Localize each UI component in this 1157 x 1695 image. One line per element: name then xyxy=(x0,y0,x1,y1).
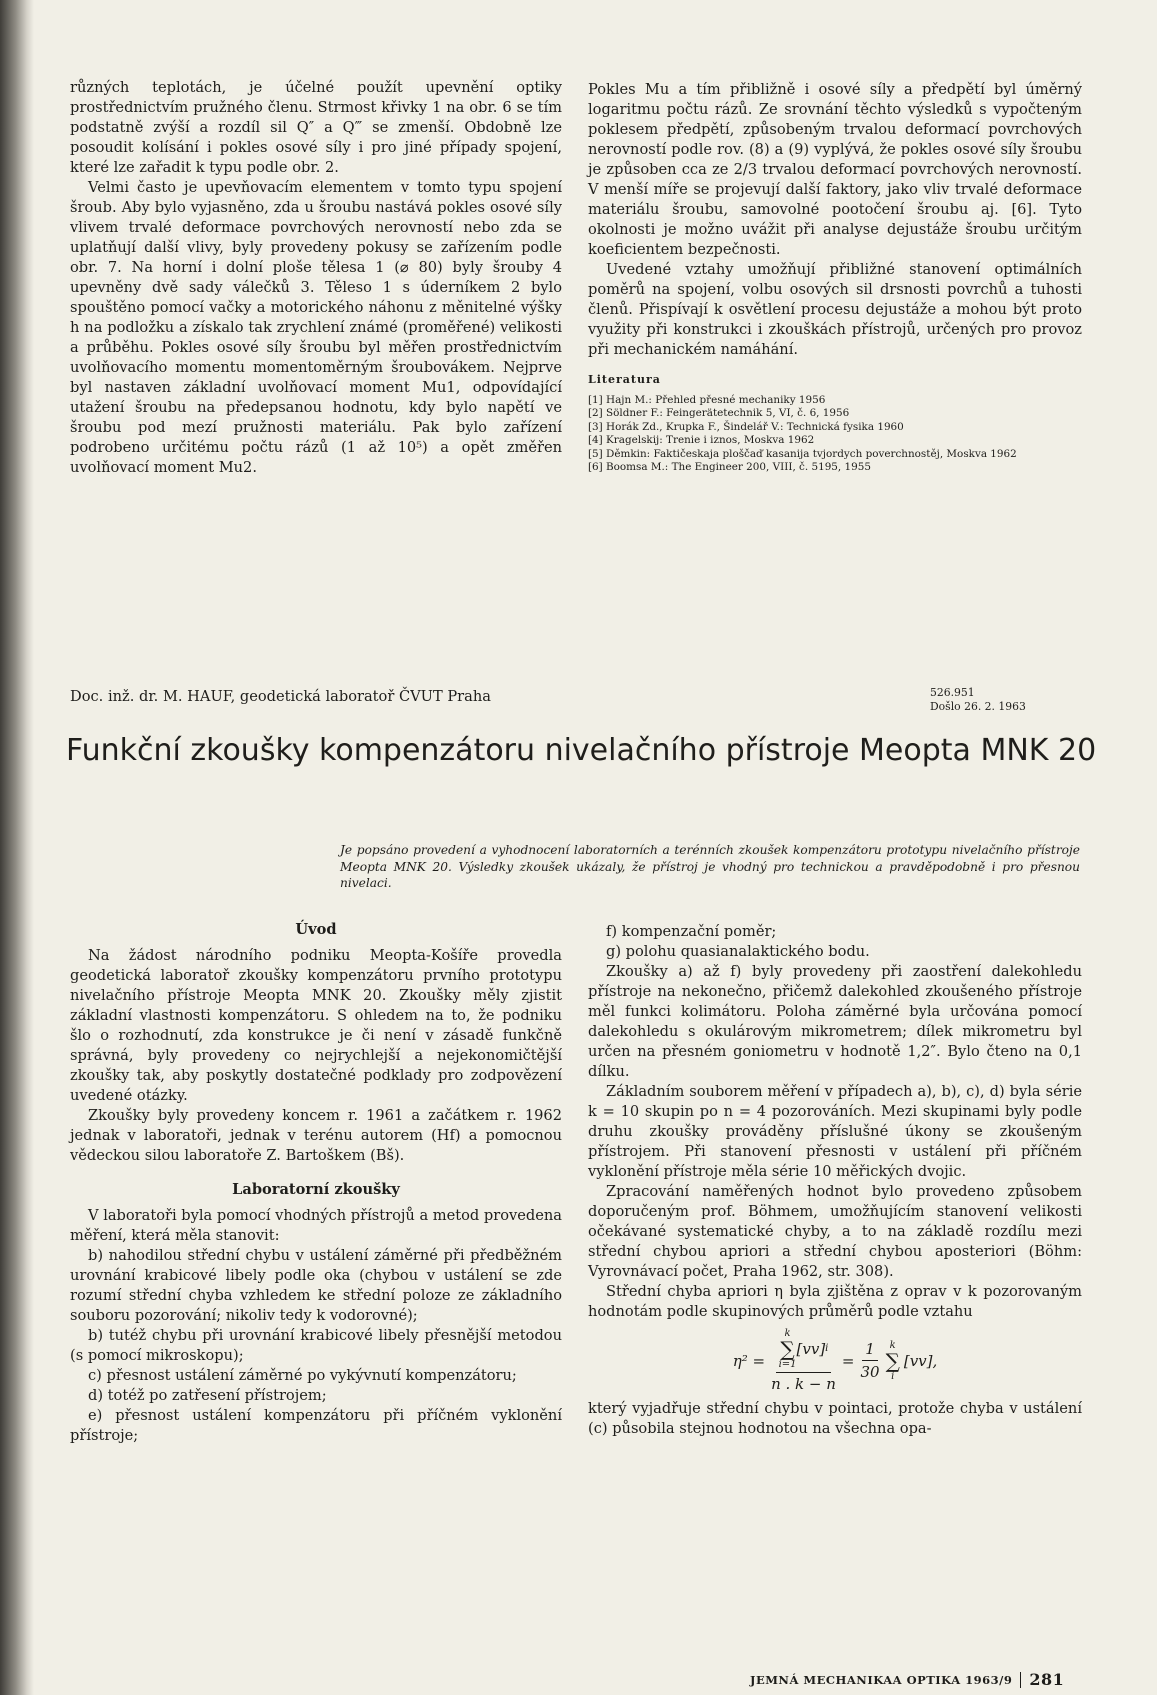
article-left-column xyxy=(70,920,562,1446)
paragraph: Uvedené vztahy umožňují přibližné stanovení optimálních poměrů na spojení, volbu osových sil drsnosti povrchů a tuhosti členů. Přispívají k osvětlení procesu dejustáže a mohou být proto využity při konstrukci i zkouškách přístrojů, určených pro provoz při mechanickém namáhání. xyxy=(588,261,1082,358)
article-meta xyxy=(930,686,1080,714)
article-title: Funkční zkoušky kompenzátoru nivelačního přístroje Meopta MNK 20 xyxy=(66,733,1097,768)
paragraph: Na žádost národního podniku Meopta-Košíře provedla geodetická laboratoř zkoušky kompenzátoru prvního prototypu nivelačního přístroje Meopta MNK 20. Zkoušky měly zjistit základní vlastnosti kompenzátoru. S ohledem na to, že podniku šlo o rozhodnutí, zda konstrukce je či není v zásadě funkčně správná, byly provedeny co nejrychlejší a nejekonomičtější zkoušky tak, aby poskytly dostatečné podklady pro zodpovězení uvedené otázky. xyxy=(70,947,562,1104)
paragraph: který vyjadřuje střední chybu v pointaci, protože chyba v ustálení (c) působila stejnou hodnotou na všechna opa- xyxy=(588,1400,1082,1437)
reference-item: [1] Hajn M.: Přehled přesné mechaniky 1956 xyxy=(588,394,826,406)
list-item: b) nahodilou střední chybu v ustálení záměrné při předběžném urovnání krabicové libely podle oka (chybou v ustálení se zde rozumí střední chyba vzhledem ke střední poloze ze základního souboru pozorování; nikoliv tedy k vodorovné); xyxy=(70,1247,562,1324)
reference-item: [3] Horák Zd., Krupka F., Šindelář V.: Technická fysika 1960 xyxy=(588,420,904,433)
reference-item: [5] Děmkin: Faktičeskaja ploščaď kasanija tvjordych poverchnostěj, Moskva 1962 xyxy=(588,447,1017,460)
list-item: e) přesnost ustálení kompenzátoru při příčném vyklonění přístroje; xyxy=(70,1407,562,1444)
reference-item: [6] Boomsa M.: The Engineer 200, VIII, č. 5195, 1955 xyxy=(588,461,871,474)
list-item: b) tutéž chybu při urovnání krabicové libely přesnější metodou (s pomocí mikroskopu); xyxy=(70,1327,562,1364)
paragraph: Velmi často je upevňovacím elementem v tomto typu spojení šroub. Aby bylo vyjasněno, zda u šroubu nastává pokles osové síly vlivem trvalé deformace povrchových nerovností nebo zda se uplatňují další vlivy, byly provedeny pokusy se zařízením podle obr. 7. Na horní i dolní ploše tělesa 1 (⌀ 80) byly šrouby 4 upevněny dvě sady válečků 3. Těleso 1 s úderníkem 2 bylo spouštěno pomocí vačky a motorického náhonu z měnitelné výšky h na podložku a získalo tak zrychlení známé (proměřené) velikosti a průběhu. Pokles osové síly šroubu byl měřen prostřednictvím uvolňovacího momentu momentoměrným šroubovákem. Nejprve byl nastaven základní uvolňovací moment Mu1, odpovídající utažení šroubu na předepsanou hodnotu, kdy bylo napětí ve šroubu pod mezí pružnosti materiálu. Pak bylo zařízení podrobeno určitému počtu rázů (1 až 10⁵) a opět změřen uvolňovací moment Mu2. xyxy=(70,179,562,476)
equation-lhs: η² = xyxy=(732,1351,766,1370)
paragraph: Zkoušky byly provedeny koncem r. 1961 a začátkem r. 1962 jednak v laboratoři, jednak v terénu autorem (Hf) a pomocnou vědeckou silou laboratoře Z. Bartoškem (Bš). xyxy=(70,1107,562,1164)
paragraph: Základním souborem měření v případech a), b), c), d) byla série k = 10 skupin po n = 4 pozorováních. Mezi skupinami byly podle druhu zkoušky prováděny příslušné úkony se zkoušeným přístrojem. Při stanovení přesnosti v ustálení při příčném vyklonění přístroje měla série 10 měřických dvojic. xyxy=(588,1083,1082,1180)
sum-term: [vv] xyxy=(796,1340,826,1358)
list-item: f) kompenzační poměr; xyxy=(606,923,777,940)
article-author: Doc. inž. dr. M. HAUF, geodetická laboratoř ČVUT Praha xyxy=(70,688,491,705)
section-heading-intro: Úvod xyxy=(295,921,337,938)
footer-divider xyxy=(1020,1672,1021,1688)
equation-eta-squared xyxy=(588,1328,1082,1393)
section-heading-lab: Laboratorní zkoušky xyxy=(232,1181,400,1198)
article-abstract: Je popsáno provedení a vyhodnocení laboratorních a terénních zkoušek kompenzátoru prototypu nivelačního přístroje Meopta MNK 20. Výsledky zkoušek ukázaly, že přístroj je vhodný pro technickou a pravděpodobně i pro přesnou nivelaci. xyxy=(340,843,1080,890)
paragraph: Střední chyba apriori η byla zjištěna z oprav v k pozorovaným hodnotám podle skupinových průměrů podle vztahu xyxy=(588,1283,1082,1320)
sum-symbol: k ∑ i xyxy=(885,1339,900,1382)
sum-term: [vv], xyxy=(903,1351,938,1370)
paragraph: Zpracování naměřených hodnot bylo provedeno způsobem doporučeným prof. Böhmem, umožňujícím stanovení velikosti očekávané systematické chyby, a to na základě rozdílu mezi střední chybou apriori a střední chybou aposteriori (Böhm: Vyrovnávací počet, Praha 1962, str. 308). xyxy=(588,1183,1082,1280)
paragraph: Zkoušky a) až f) byly provedeny při zaostření dalekohledu přístroje na nekonečno, přičemž dalekohled zkoušeného přístroje měl funkci kolimátoru. Poloha záměrné byla určována pomocí dalekohledu s okulárovým mikrometrem; dílek mikrometru byl určen na přesném goniometru v hodnotě 1,2″. Bylo čteno na 0,1 dílku. xyxy=(588,963,1082,1080)
reference-item: [4] Kragelskij: Trenie i iznos, Moskva 1962 xyxy=(588,434,815,447)
sum-symbol: k ∑ i=1 xyxy=(778,1328,797,1370)
literature-heading: Literatura xyxy=(588,373,661,386)
page-number: 281 xyxy=(1029,1670,1065,1689)
udc-code: 526.951 xyxy=(930,686,975,699)
list-item: d) totéž po zatřesení přístrojem; xyxy=(88,1387,327,1404)
equals-sign: = xyxy=(841,1351,855,1370)
article-right-column xyxy=(588,922,1082,1439)
book-spine-shadow xyxy=(0,0,34,1695)
paragraph: V laboratoři byla pomocí vhodných přístrojů a metod provedena měření, která měla stanovit: xyxy=(70,1207,562,1244)
list-item: c) přesnost ustálení záměrné po vykývnutí kompenzátoru; xyxy=(88,1367,517,1384)
received-date: Došlo 26. 2. 1963 xyxy=(930,700,1026,713)
equation-fraction: k ∑ i=1 [vv] i n . k − n xyxy=(771,1328,836,1393)
journal-name: JEMNÁ MECHANIKAA OPTIKA 1963/9 xyxy=(750,1672,1013,1687)
prev-article-right-column xyxy=(588,80,1082,474)
paragraph: Pokles Mu a tím přibližně i osové síly a předpětí byl úměrný logaritmu počtu rázů. Ze srovnání těchto výsledků s vypočteným poklesem předpětí, způsobeným trvalou deformací povrchových nerovností podle rov. (8) a (9) vyplývá, že pokles osové síly šroubu je způsoben cca ze 2/3 trvalou deformací povrchových nerovností. V menší míře se projevují další faktory, jako vliv trvalé deformace materiálu šroubu, samovolné pootočení šroubu aj. [6]. Tyto okolnosti je možno uvážit při analyse dejustáže šroubu určitým koeficientem bezpečnosti. xyxy=(588,81,1082,258)
list-item: g) polohu quasianalaktického bodu. xyxy=(606,943,870,960)
reference-item: [2] Söldner F.: Feingerätetechnik 5, VI, č. 6, 1956 xyxy=(588,407,850,420)
prev-article-left-column xyxy=(70,78,562,478)
equation-fraction-constant: $\frac{1}{30}$ xyxy=(860,1340,880,1381)
page-footer xyxy=(750,1670,1064,1689)
paragraph: různých teplotách, je účelné použít upevnění optiky prostřednictvím pružného členu. Strmost křivky 1 na obr. 6 se tím podstatně zvýší a rozdíl sil Q″ a Q‴ se zmenší. Obdobně lze posoudit kolísání i pokles osové síly i pro jiné případy spojení, které lze zařadit k typu podle obr. 2. xyxy=(70,79,562,176)
fraction-denominator: n . k − n xyxy=(771,1375,836,1393)
reference-list xyxy=(588,394,1082,474)
